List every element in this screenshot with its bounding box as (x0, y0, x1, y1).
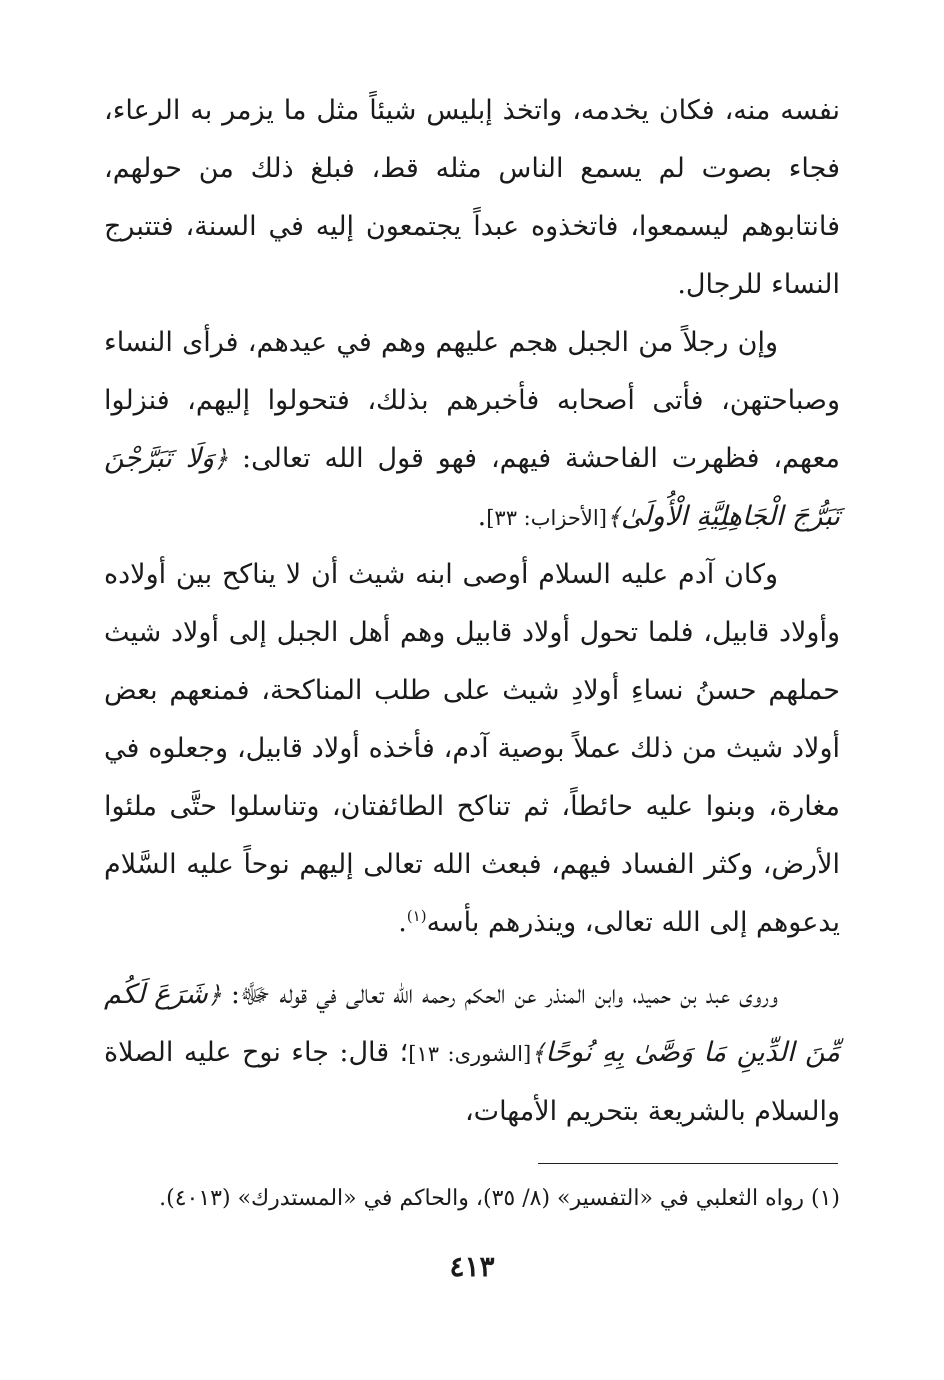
paragraph-2: وإن رجلاً من الجبل هجم عليهم وهم في عيدهم، فرأى النساء وصباحتهن، فأتى أصحابه فأخبرهم بذلك، فتحولوا إليهم، فنزلوا معهم، فظهرت الفاحشة فيهم، فهو قول الله تعالى: ﴿وَلَا تَبَرَّجْنَ تَبَرُّجَ الْجَاهِلِيَّةِ الْأُولَىٰ﴾[الأحزاب: ٣٣]. (104, 327, 840, 532)
paragraph-1-text: نفسه منه، فكان يخدمه، واتخذ إبليس شيئاً مثل ما يزمر به الرعاء، فجاء بصوت لم يسمع الناس مثله قط، فبلغ ذلك من حولهم، فانتابوهم ليسمعوا، فاتخذوه عبداً يجتمعون إليه في السنة، فتتبرج النساء للرجال. (104, 95, 840, 300)
paragraph-4 (104, 966, 840, 1141)
paragraph-4-tail: ؛ قال: جاء نوح عليه الصلاة والسلام بالشريعة بتحريم الأمهات، (104, 1037, 840, 1127)
verse-reference: [الشورى: ١٣] (408, 1042, 532, 1066)
verse-open-brace: ﴿ (207, 981, 222, 1009)
footnote-marker[interactable]: (١) (406, 907, 427, 925)
footnote (104, 1181, 840, 1217)
verse-close-brace: ﴾ (606, 503, 621, 531)
verse-text: شَرَعَ لَكُم مِّنَ الدِّينِ مَا وَصَّىٰ بِهِ نُوحًا (104, 979, 840, 1068)
footnote-text: رواه الثعلبي في «التفسير» (٨/ ٣٥)، والحاكم في «المستدرك» (٤٠١٣). (159, 1186, 804, 1211)
paragraph-1 (104, 82, 840, 314)
footnote-divider (538, 1163, 838, 1164)
paragraph-3-text: وكان آدم عليه السلام أوصى ابنه شيث أن لا يناكح بين أولاده وأولاد قابيل، فلما تحول أولاد قابيل وهم أهل الجبل إلى أولاد شيث حملهم حسنُ نساءِ أولادِ شيث على طلب المناكحة، فمنعهم بعض أولاد شيث من ذلك عملاً بوصية آدم، فأخذه أولاد قابيل، وجعلوه في مغارة، وبنوا عليه حائطاً، ثم تناكح الطائفتان، وتناسلوا حتَّى ملئوا الأرض، وكثر الفساد فيهم، فبعث الله تعالى إليهم نوحاً عليه السَّلام يدعوهم إلى الله تعالى، وينذرهم بأسه (104, 559, 840, 938)
page-number: ٤١٣ (449, 1250, 495, 1283)
verse-open-brace: ﴿ (214, 445, 229, 473)
paragraph-2-text: وإن رجلاً من الجبل هجم عليهم وهم في عيدهم، فرأى النساء وصباحتهن، فأتى أصحابه فأخبرهم بذلك، فتحولوا إليهم، فنزلوا معهم، فظهرت الفاحشة فيهم، فهو قول الله تعالى: (104, 327, 840, 474)
verse-reference: [الأحزاب: ٣٣] (486, 506, 607, 530)
footnote-number: (١) (810, 1186, 840, 1211)
paragraph-3: وكان آدم عليه السلام أوصى ابنه شيث أن لا يناكح بين أولاده وأولاد قابيل، فلما تحول أولاد قابيل وهم أهل الجبل إلى أولاد شيث حملهم حسنُ نساءِ أولادِ شيث على طلب المناكحة، فمنعهم بعض أولاد شيث من ذلك عملاً بوصية آدم، فأخذه أولاد قابيل، وجعلوه في مغارة، وبنوا عليه حائطاً، ثم تناكح الطائفتان، وتناسلوا حتَّى ملئوا الأرض، وكثر الفساد فيهم، فبعث الله تعالى إليهم نوحاً عليه السَّلام يدعوهم إلى الله تعالى، وينذرهم بأسه$^{(١)}$. (104, 559, 840, 938)
verse-close-brace: ﴾ (531, 1039, 546, 1067)
paragraph-4-text: وروى عبد بن حميد، وابن المنذر عن الحكم رحمه الله تعالى في قوله ﷻ: (230, 979, 778, 1010)
verse-text: وَلَا تَبَرَّجْنَ تَبَرُّجَ الْجَاهِلِيَّةِ الْأُولَىٰ (104, 443, 840, 532)
